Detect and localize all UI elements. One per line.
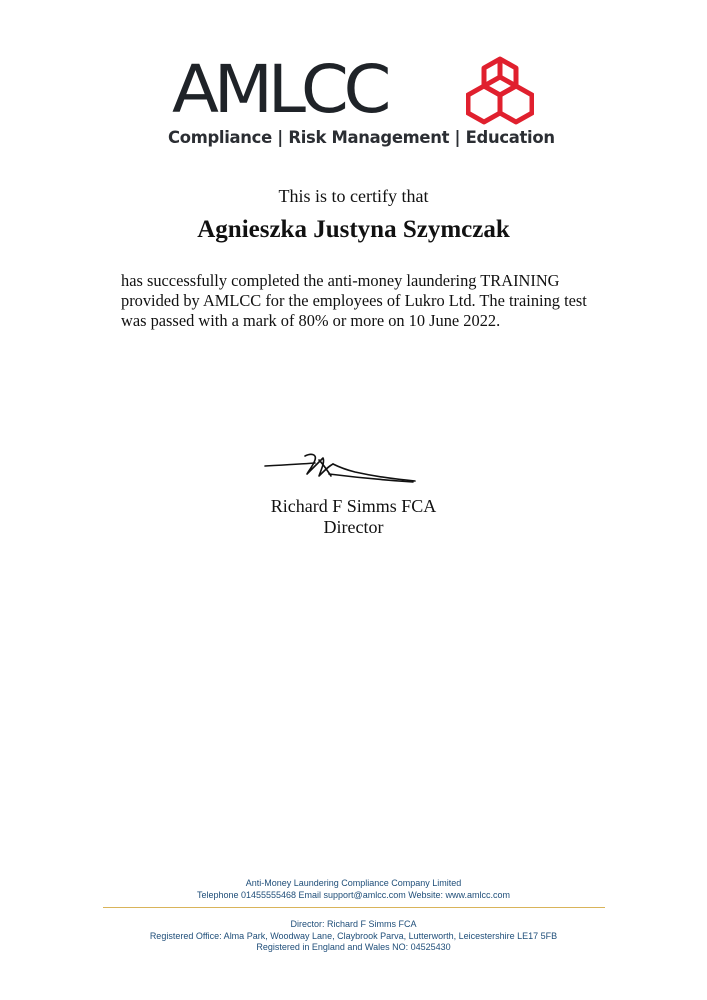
signatory-title: Director (323, 517, 384, 537)
footer-company-block (0, 878, 707, 901)
body-line: provided by AMLCC for the employees of Lukro Ltd. The training test (121, 291, 587, 310)
footer-company: Anti-Money Laundering Compliance Company Limited (245, 878, 462, 888)
signatory-name: Richard F Simms FCA (270, 496, 437, 516)
director-signature (263, 448, 417, 488)
body-line: was passed with a mark of 80% or more on 10 June 2022. (121, 311, 501, 330)
footer-registration-block (0, 919, 707, 954)
certify-intro: This is to certify that (278, 186, 429, 206)
amlcc-logo (168, 51, 555, 152)
footer-contact: Telephone 01455555468 Email support@amlcc.com Website: www.amlcc.com (196, 889, 511, 900)
footer-office: Registered Office: Alma Park, Woodway Lane, Claybrook Parva, Lutterworth, Leicestershire LE17 5FB (149, 930, 558, 941)
footer-director: Director: Richard F Simms FCA (290, 919, 417, 929)
hexagon-cubes-icon (466, 56, 534, 126)
certificate-body (121, 271, 591, 331)
recipient-name: Agnieszka Justyna Szymczak (197, 216, 510, 243)
logo-tagline: Compliance | Risk Management | Education (168, 128, 555, 147)
body-line: has successfully completed the anti-money laundering TRAINING (121, 271, 560, 290)
footer-registration: Registered in England and Wales NO: 04525430 (256, 942, 451, 952)
logo-wordmark: AMLCC (172, 51, 387, 128)
signatory (0, 496, 707, 538)
footer-divider (103, 907, 605, 908)
